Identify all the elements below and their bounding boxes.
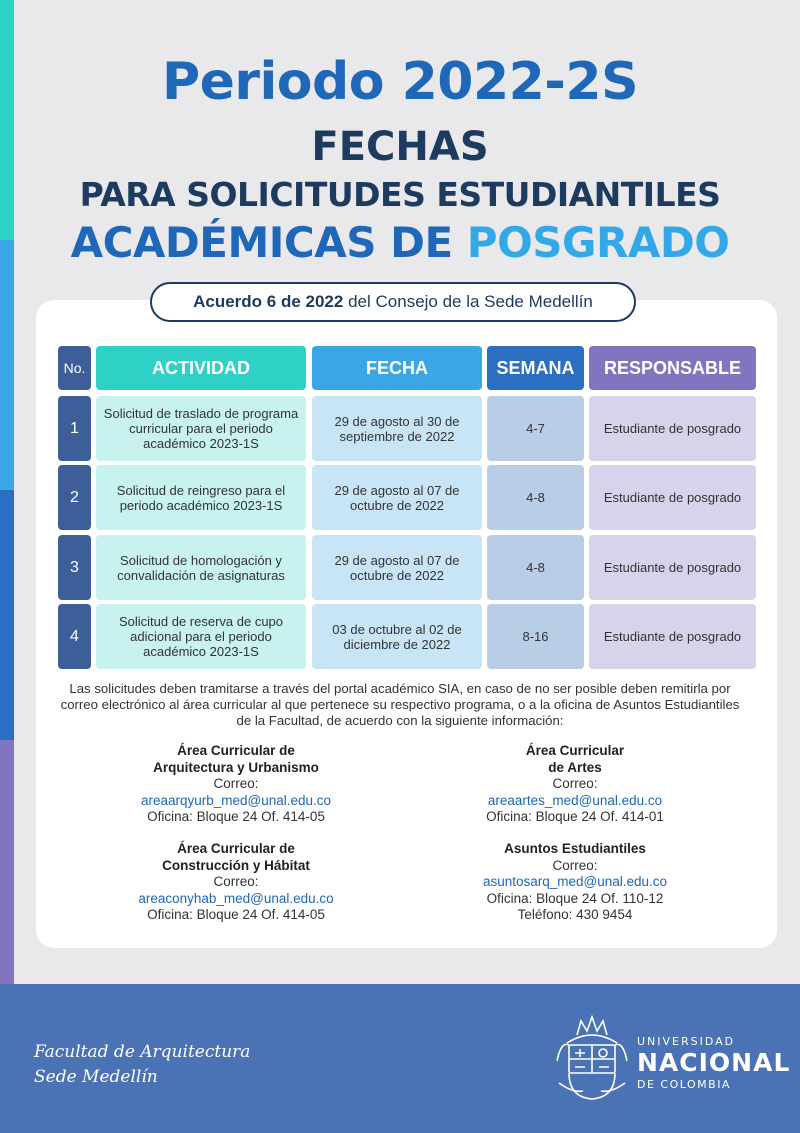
row-3-no: 3 xyxy=(58,535,91,600)
contact-office: Oficina: Bloque 24 Of. 110-12 xyxy=(486,890,664,906)
contact-arquitectura xyxy=(86,743,386,826)
title-academicas xyxy=(0,218,800,267)
title-academicas-part1: ACADÉMICAS DE xyxy=(70,218,453,267)
contact-email-link[interactable]: asuntosarq_med@unal.edu.co xyxy=(482,874,668,889)
contact-email-label: Correo: xyxy=(213,874,259,889)
faculty-name: Facultad de Arquitectura xyxy=(34,1042,251,1062)
contact-email-label: Correo: xyxy=(552,857,598,873)
contact-office: Oficina: Bloque 24 Of. 414-05 xyxy=(147,907,325,922)
side-stripe-purple xyxy=(0,740,14,985)
row-3-semana: 4-8 xyxy=(487,535,584,600)
row-2-responsable: Estudiante de posgrado xyxy=(589,465,756,530)
row-1-semana: 4-7 xyxy=(487,396,584,461)
row-2-no: 2 xyxy=(58,465,91,530)
contact-name-line1: Área Curricular xyxy=(525,743,625,758)
row-2-semana: 4-8 xyxy=(487,465,584,530)
side-stripe-blue xyxy=(0,490,14,740)
contact-email-link[interactable]: areaconyhab_med@unal.edu.co xyxy=(138,890,334,906)
contact-phone: Teléfono: 430 9454 xyxy=(517,907,633,922)
contact-name-line2: Arquitectura y Urbanismo xyxy=(153,759,319,775)
agreement-rest: del Consejo de la Sede Medellín xyxy=(348,292,593,311)
header-fecha: FECHA xyxy=(312,346,482,390)
univ-line1: UNIVERSIDAD xyxy=(637,1035,736,1048)
contact-email-link[interactable]: areaarqyurb_med@unal.edu.co xyxy=(140,792,332,808)
row-2-fecha: 29 de agosto al 07 de octubre de 2022 xyxy=(312,465,482,530)
header-responsable: RESPONSABLE xyxy=(589,346,756,390)
contact-construccion xyxy=(86,841,386,924)
univ-line2: NACIONAL xyxy=(637,1048,791,1077)
header-semana: SEMANA xyxy=(487,346,584,390)
row-1-actividad: Solicitud de traslado de programa curricular para el periodo académico 2023-1S xyxy=(96,396,306,461)
row-4-actividad: Solicitud de reserva de cupo adicional para el periodo académico 2023-1S xyxy=(96,604,306,669)
contact-asuntos xyxy=(425,841,725,924)
contact-email-label: Correo: xyxy=(552,776,598,791)
contact-email-link[interactable]: areaartes_med@unal.edu.co xyxy=(487,792,663,808)
contact-name-line2: Construcción y Hábitat xyxy=(162,857,310,873)
university-crest-icon xyxy=(553,1013,631,1103)
row-2-actividad: Solicitud de reingreso para el periodo académico 2023-1S xyxy=(96,465,306,530)
agreement-bold: Acuerdo 6 de 2022 xyxy=(193,292,344,311)
row-4-fecha: 03 de octubre al 02 de diciembre de 2022 xyxy=(312,604,482,669)
contact-name-line1: Asuntos Estudiantiles xyxy=(504,841,646,856)
row-4-responsable: Estudiante de posgrado xyxy=(589,604,756,669)
header-no: No. xyxy=(58,346,91,390)
side-stripe-sky xyxy=(0,240,14,490)
row-3-fecha: 29 de agosto al 07 de octubre de 2022 xyxy=(312,535,482,600)
title-posgrado: POSGRADO xyxy=(466,218,730,267)
contact-name-line2: de Artes xyxy=(548,759,602,775)
title-fechas: FECHAS xyxy=(311,124,489,170)
row-1-responsable: Estudiante de posgrado xyxy=(589,396,756,461)
agreement-pill xyxy=(150,282,636,322)
header-actividad: ACTIVIDAD xyxy=(96,346,306,390)
contact-name-line1: Área Curricular de xyxy=(177,841,295,856)
univ-line3: DE COLOMBIA xyxy=(637,1078,731,1091)
row-3-responsable: Estudiante de posgrado xyxy=(589,535,756,600)
faculty-label xyxy=(34,1040,250,1090)
title-solicitudes: PARA SOLICITUDES ESTUDIANTILES xyxy=(79,175,721,214)
contact-artes xyxy=(425,743,725,826)
row-1-no: 1 xyxy=(58,396,91,461)
contact-office: Oficina: Bloque 24 Of. 414-05 xyxy=(147,809,325,824)
university-wordmark xyxy=(637,1035,790,1091)
period-title: Periodo 2022-2S xyxy=(161,52,639,112)
contact-email-label: Correo: xyxy=(213,776,259,791)
contact-office: Oficina: Bloque 24 Of. 414-01 xyxy=(486,809,664,824)
campus-name: Sede Medellín xyxy=(34,1067,158,1087)
row-4-semana: 8-16 xyxy=(487,604,584,669)
row-1-fecha: 29 de agosto al 30 de septiembre de 2022 xyxy=(312,396,482,461)
instructions-note: Las solicitudes deben tramitarse a través del portal académico SIA, en caso de no ser posible deben remitirla por correo electrónico al área curricular al que pertenece su respectivo programa, o a la oficina de Asuntos Estudiantiles de la Facultad, de acuerdo con la siguiente información: xyxy=(60,681,740,728)
row-4-no: 4 xyxy=(58,604,91,669)
contact-name-line1: Área Curricular de xyxy=(177,743,295,758)
row-3-actividad: Solicitud de homologación y convalidación de asignaturas xyxy=(96,535,306,600)
